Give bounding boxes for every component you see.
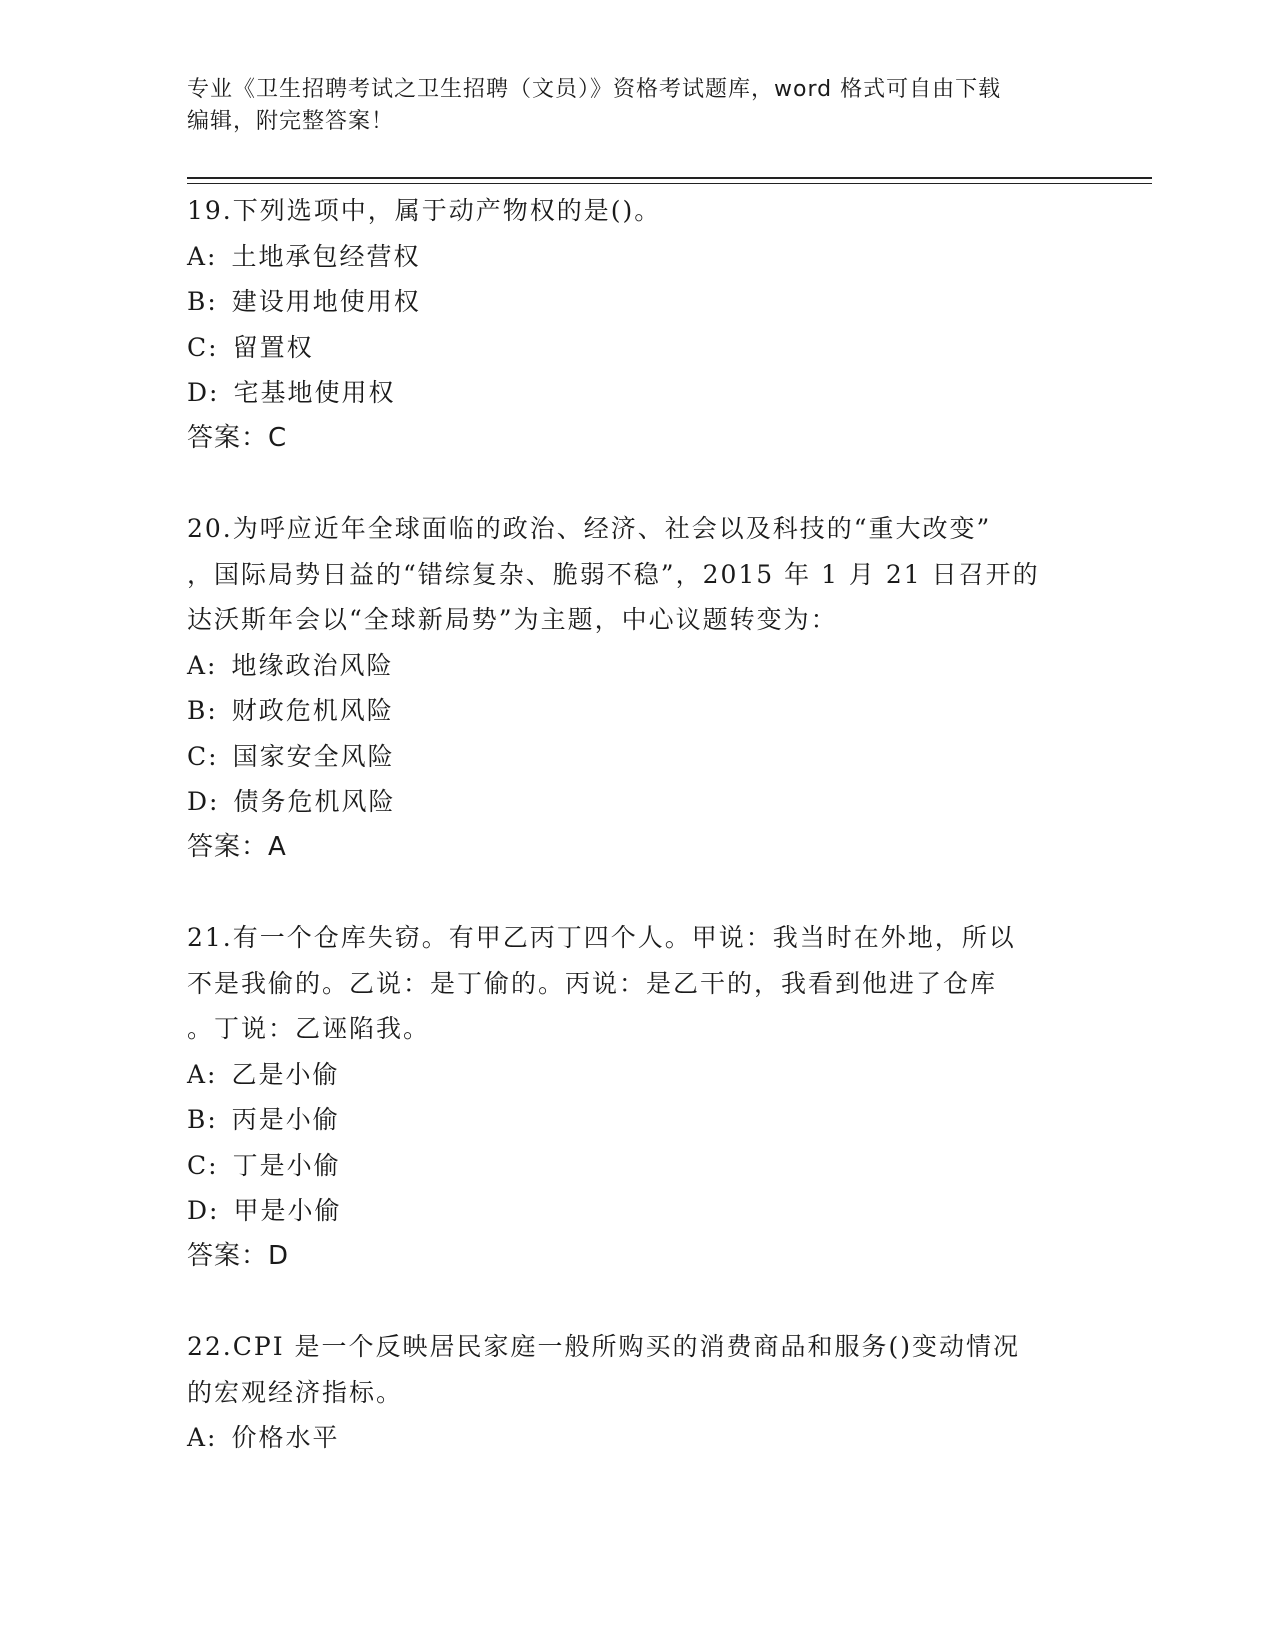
question-list xyxy=(187,188,1087,1461)
header-divider-thick xyxy=(187,177,1152,179)
option-b: B: 丙是小偷 xyxy=(187,1105,340,1134)
question-19 xyxy=(187,188,1087,461)
option-b: B: 财政危机风险 xyxy=(187,696,394,725)
question-stem: 达沃斯年会以“全球新局势”为主题，中心议题转变为： xyxy=(187,605,838,634)
option-d: D: 债务危机风险 xyxy=(187,787,396,816)
header-line-1: 专业《卫生招聘考试之卫生招聘（文员）》资格考试题库，word 格式可自由下载 xyxy=(187,77,1002,102)
answer-line: 答案：A xyxy=(187,831,287,862)
question-22 xyxy=(187,1324,1087,1461)
header-line-2: 编辑，附完整答案！ xyxy=(187,109,395,134)
question-stem: 不是我偷的。乙说：是丁偷的。丙说：是乙干的，我看到他进了仓库 xyxy=(187,968,998,998)
option-a: A: 地缘政治风险 xyxy=(187,650,394,680)
question-stem: 20.为呼应近年全球面临的政治、经济、社会以及科技的“重大改变” xyxy=(187,514,992,543)
option-d: D: 甲是小偷 xyxy=(187,1196,342,1225)
question-stem: 19.下列选项中，属于动产物权的是()。 xyxy=(187,196,662,225)
option-c: C: 留置权 xyxy=(187,332,314,362)
question-stem: 21.有一个仓库失窃。有甲乙丙丁四个人。甲说：我当时在外地，所以 xyxy=(187,923,1016,952)
question-stem: 。丁说：乙诬陷我。 xyxy=(187,1014,431,1043)
question-21 xyxy=(187,915,1087,1279)
option-a: A: 土地承包经营权 xyxy=(187,241,421,271)
header-divider-thin xyxy=(187,183,1152,184)
question-20 xyxy=(187,506,1087,870)
option-a: A: 乙是小偷 xyxy=(187,1059,340,1089)
answer-line: 答案：D xyxy=(187,1240,290,1271)
option-b: B: 建设用地使用权 xyxy=(187,287,421,316)
option-d: D: 宅基地使用权 xyxy=(187,378,396,407)
document-header xyxy=(187,74,1087,138)
option-a: A: 价格水平 xyxy=(187,1423,340,1452)
option-c: C: 丁是小偷 xyxy=(187,1150,341,1180)
answer-line: 答案：C xyxy=(187,422,288,453)
option-c: C: 国家安全风险 xyxy=(187,741,395,771)
question-stem: 22.CPI 是一个反映居民家庭一般所购买的消费商品和服务()变动情况 xyxy=(187,1332,1021,1361)
question-stem: 的宏观经济指标。 xyxy=(187,1377,404,1407)
question-stem: ，国际局势日益的“错综复杂、脆弱不稳”，2015 年 1 月 21 日召开的 xyxy=(187,559,1040,589)
